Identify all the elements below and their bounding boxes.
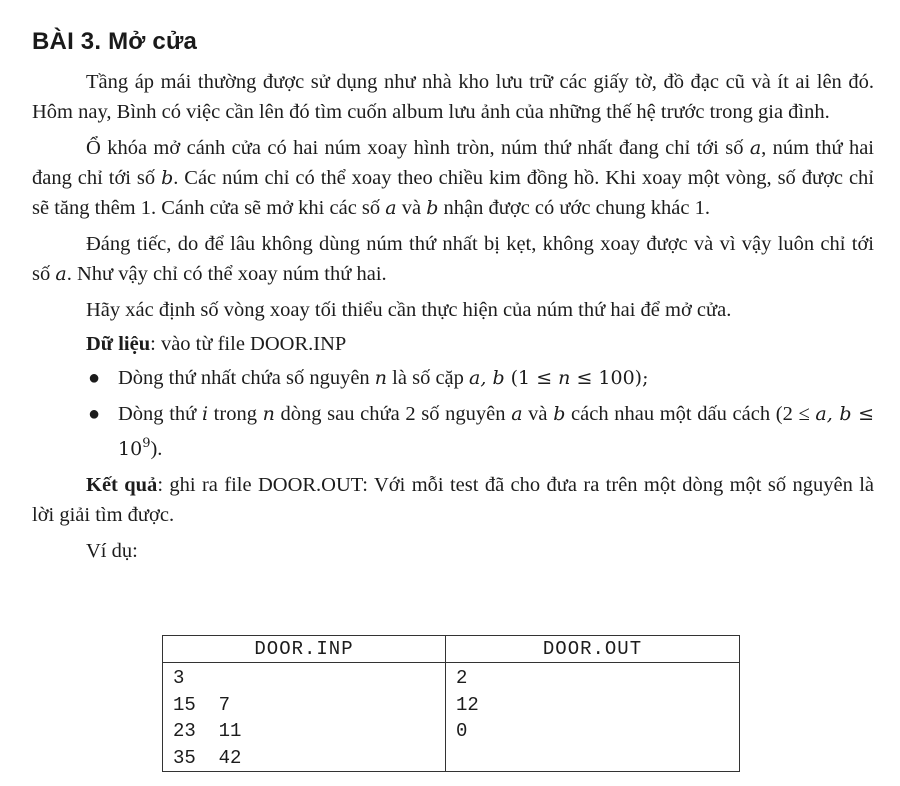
- task-paragraph: Hãy xác định số vòng xoay tối thiểu cần thực hiện của núm thứ hai để mở cửa.: [86, 299, 732, 321]
- input-column-header: DOOR.INP: [163, 636, 446, 663]
- problem-title: BÀI 3. Mở cửa: [32, 28, 198, 55]
- problem-body: [32, 67, 874, 570]
- list-item: ● Dòng thứ nhất chứa số nguyên n là số cặp a, b (1 ≤ n ≤ 100);: [32, 363, 874, 393]
- input-format-list: [32, 363, 874, 464]
- input-line: 23 11: [173, 720, 242, 742]
- example-label: Ví dụ:: [86, 539, 138, 562]
- bullet-icon: ●: [88, 403, 101, 425]
- input-section-heading: Dữ liệu: vào từ file DOOR.INP: [86, 333, 347, 355]
- output-line: 12: [456, 693, 479, 716]
- output-line: [456, 745, 729, 772]
- bullet-icon: ●: [88, 367, 101, 389]
- output-line: 2: [456, 667, 468, 689]
- intro-paragraph: Tầng áp mái thường được sử dụng như nhà kho lưu trữ các giấy tờ, đồ đạc cũ và ít ai lên đó. Hôm nay, Bình có việc cần lên đó tìm cuốn album lưu ảnh của những thế hệ trước trong gia đình.: [32, 71, 874, 123]
- example-table: [162, 635, 740, 772]
- output-column-header: DOOR.OUT: [446, 636, 740, 663]
- input-cell: [163, 663, 446, 772]
- output-section-paragraph: Kết quả: ghi ra file DOOR.OUT: Với mỗi test đã cho đưa ra trên một dòng một số nguyên là lời giải tìm được.: [32, 473, 874, 526]
- output-line: 0: [456, 720, 468, 742]
- stuck-knob-paragraph: Đáng tiếc, do để lâu không dùng núm thứ nhất bị kẹt, không xoay được và vì vậy luôn chỉ tới số a. Như vậy chỉ có thể xoay núm thứ hai.: [32, 233, 874, 285]
- output-cell: [446, 663, 740, 772]
- list-item: ● Dòng thứ i trong n dòng sau chứa 2 số nguyên a và b cách nhau một dấu cách (2 ≤ a, $b \le 10^9$).: [32, 399, 874, 464]
- lock-description-paragraph: Ổ khóa mở cánh cửa có hai núm xoay hình tròn, núm thứ nhất đang chỉ tới số a, núm thứ hai đang chỉ tới số b. Các núm chỉ có thể xoay theo chiều kim đồng hồ. Khi xoay một vòng, số được chỉ sẽ tăng thêm 1. Cánh cửa sẽ mở khi các số a và b nhận được có ước chung khác 1.: [32, 137, 874, 219]
- input-line: 3: [173, 667, 185, 689]
- table-row: [163, 663, 740, 772]
- input-line: 35 42: [173, 746, 242, 769]
- table-header-row: [163, 636, 740, 663]
- input-line: 15 7: [173, 693, 231, 716]
